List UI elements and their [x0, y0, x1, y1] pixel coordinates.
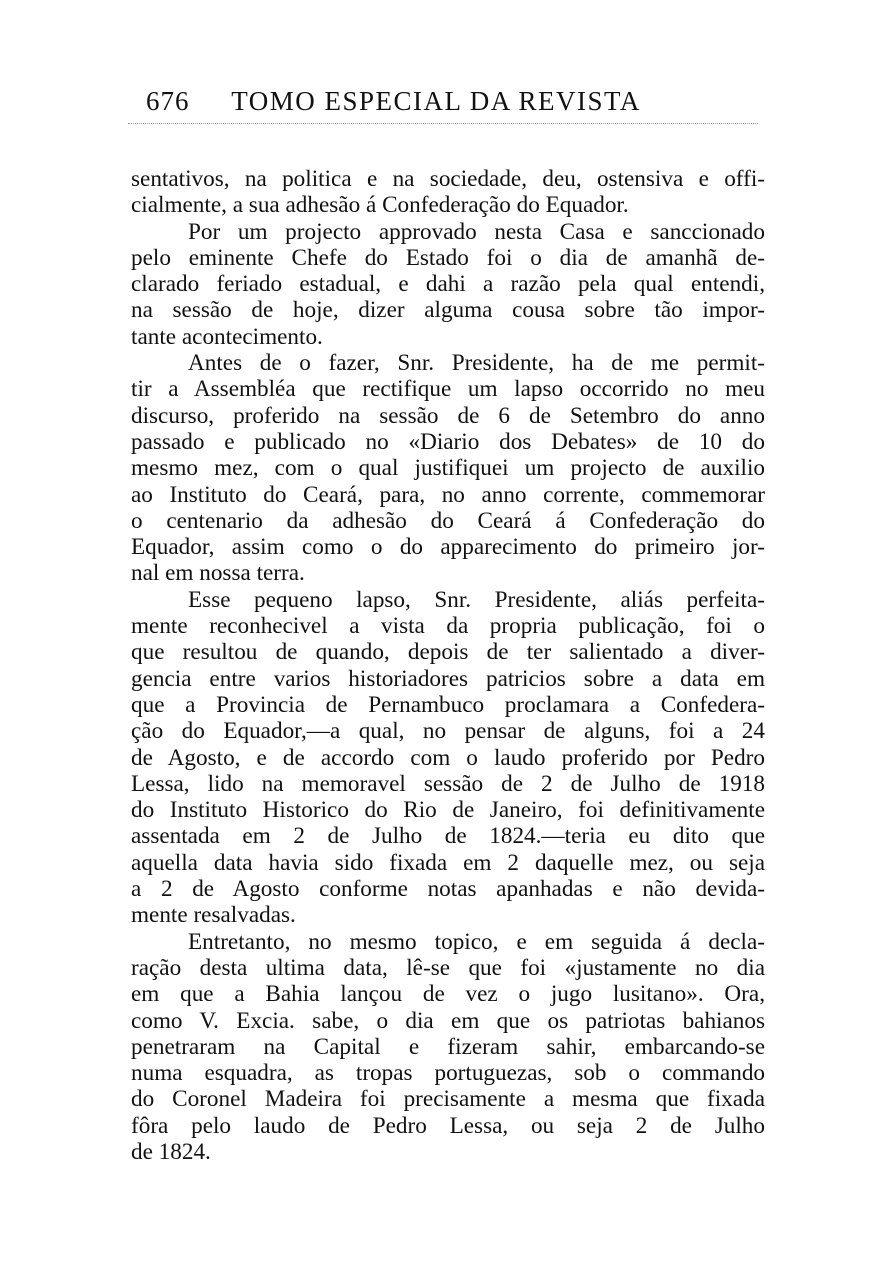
- text-line: fôra pelo laudo de Pedro Lessa, ou seja 2 de Julho: [131, 1112, 765, 1139]
- page-number: 676: [146, 86, 190, 116]
- text-line: que resultou de quando, depois de ter salientado a diver-: [131, 639, 765, 666]
- running-title: TOMO ESPECIAL DA REVISTA: [231, 86, 641, 116]
- text-line: cialmente, a sua adhesão á Confederação do Equador.: [131, 192, 629, 219]
- text-line: que a Provincia de Pernambuco proclamara a Confedera-: [131, 691, 765, 718]
- text-line: nal em nossa terra.: [131, 560, 305, 587]
- text-line: ção do Equador,—a qual, no pensar de alguns, foi a 24: [131, 718, 765, 745]
- header-rule: [128, 123, 758, 124]
- text-line: penetraram na Capital e fizeram sahir, embarcando-se: [131, 1033, 765, 1060]
- text-line: mente reconhecivel a vista da propria publicação, foi o: [131, 613, 765, 640]
- text-line: clarado feriado estadual, e dahi a razão pela qual entendi,: [131, 271, 765, 298]
- text-line: de 1824.: [131, 1138, 211, 1165]
- text-line: discurso, proferido na sessão de 6 de Setembro do anno: [131, 402, 765, 429]
- page-header: [146, 86, 766, 122]
- text-line: Equador, assim como o do apparecimento do primeiro jor-: [131, 534, 765, 561]
- text-line: mente resalvadas.: [131, 902, 296, 929]
- text-line: Esse pequeno lapso, Snr. Presidente, aliás perfeita-: [188, 586, 765, 613]
- text-line: tir a Assembléa que rectifique um lapso occorrido no meu: [131, 376, 765, 403]
- text-line: o centenario da adhesão do Ceará á Confederação do: [131, 507, 765, 534]
- text-line: numa esquadra, as tropas portuguezas, sob o commando: [131, 1060, 765, 1087]
- text-line: tante acontecimento.: [131, 323, 323, 350]
- text-line: Antes de o fazer, Snr. Presidente, ha de me permit-: [188, 350, 765, 377]
- body-text: [131, 166, 765, 1165]
- text-line: gencia entre varios historiadores patricios sobre a data em: [131, 665, 765, 692]
- text-line: na sessão de hoje, dizer alguma cousa sobre tão impor-: [131, 297, 765, 324]
- text-line: ração desta ultima data, lê-se que foi «justamente no dia: [131, 954, 765, 981]
- text-line: pelo eminente Chefe do Estado foi o dia de amanhã de-: [131, 244, 765, 271]
- text-line: do Coronel Madeira foi precisamente a mesma que fixada: [131, 1086, 765, 1113]
- text-line: de Agosto, e de accordo com o laudo proferido por Pedro: [131, 744, 765, 771]
- text-line: passado e publicado no «Diario dos Debates» de 10 do: [131, 428, 765, 455]
- text-line: a 2 de Agosto conforme notas apanhadas e não devida-: [131, 876, 765, 903]
- text-line: ao Instituto do Ceará, para, no anno corrente, commemorar: [131, 481, 765, 508]
- text-line: Por um projecto approvado nesta Casa e sanccionado: [188, 218, 765, 245]
- text-line: como V. Excia. sabe, o dia em que os patriotas bahianos: [131, 1007, 765, 1034]
- text-line: assentada em 2 de Julho de 1824.—teria eu dito que: [131, 823, 765, 850]
- text-line: Lessa, lido na memoravel sessão de 2 de Julho de 1918: [131, 770, 765, 797]
- text-line: mesmo mez, com o qual justifiquei um projecto de auxilio: [131, 455, 765, 482]
- text-line: Entretanto, no mesmo topico, e em seguida á decla-: [188, 928, 765, 955]
- text-line: do Instituto Historico do Rio de Janeiro, foi definitivamente: [131, 797, 765, 824]
- text-line: sentativos, na politica e na sociedade, deu, ostensiva e offi-: [131, 166, 765, 192]
- text-line: em que a Bahia lançou de vez o jugo lusitano». Ora,: [131, 981, 765, 1008]
- text-line: aquella data havia sido fixada em 2 daquelle mez, ou seja: [131, 849, 765, 876]
